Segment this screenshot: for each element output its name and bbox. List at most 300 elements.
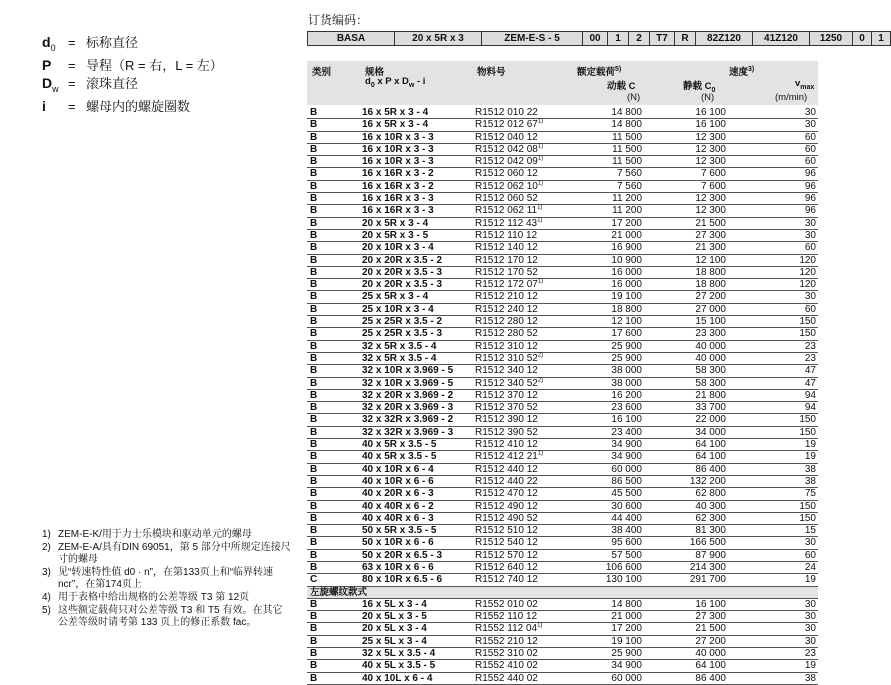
order-code-segment: 1 <box>872 32 891 46</box>
cell-spec: 40 x 40R x 6 - 2 <box>362 500 434 512</box>
cell-type: B <box>310 512 318 524</box>
cell-type: B <box>310 205 318 217</box>
cell-dynamic-load: 23 600 <box>611 402 642 414</box>
cell-speed: 60 <box>804 156 816 168</box>
legend-symbol: $D_w$ <box>42 74 59 94</box>
cell-static-load: 34 000 <box>695 426 726 438</box>
cell-footnote-ref: 1) <box>537 143 544 150</box>
symbol-legend <box>42 34 223 116</box>
cell-material: R1512 440 22 <box>475 475 538 487</box>
header-speed: 速度$^{3)}$ <box>729 65 755 78</box>
cell-spec: 25 x 5L x 3 - 4 <box>362 635 427 647</box>
legend-desc: 滚珠直径 <box>86 75 139 91</box>
cell-static-load: 12 300 <box>695 205 726 217</box>
cell-spec: 25 x 5R x 3 - 4 <box>362 291 429 303</box>
legend-symbol-sub: w <box>52 83 59 94</box>
cell-spec: 50 x 20R x 6.5 - 3 <box>362 549 443 561</box>
cell-material: R1512 470 12 <box>475 488 538 500</box>
cell-dynamic-load: 60 000 <box>611 463 642 475</box>
cell-dynamic-load: 17 200 <box>611 217 642 229</box>
cell-material: R1512 370 12 <box>475 389 538 401</box>
cell-speed: 150 <box>799 316 816 328</box>
cell-speed: 120 <box>799 279 816 291</box>
table-row <box>307 660 818 672</box>
legend-equals: = <box>68 99 76 115</box>
cell-type: B <box>310 598 318 610</box>
table-row <box>307 513 818 525</box>
cell-material: R1512 012 67$^{1)}$ <box>475 118 544 131</box>
cell-speed: 150 <box>799 512 816 524</box>
legend-desc: 螺母内的螺旋圈数 <box>86 99 191 115</box>
order-code-segment: 20 x 5R x 3 <box>395 32 482 46</box>
cell-speed: 30 <box>804 537 816 549</box>
footnotes <box>42 529 292 630</box>
cell-dynamic-load: 95 600 <box>611 537 642 549</box>
cell-spec: 16 x 16R x 3 - 2 <box>362 168 434 180</box>
table-row <box>307 218 818 230</box>
cell-spec: 50 x 10R x 6 - 6 <box>362 537 434 549</box>
table-row <box>307 648 818 660</box>
table-row <box>307 181 818 193</box>
cell-spec: 40 x 40R x 6 - 3 <box>362 512 434 524</box>
cell-type: B <box>310 279 318 291</box>
cell-spec: 32 x 32R x 3.969 - 3 <box>362 426 454 438</box>
header-static: 静载 $C_0$ <box>683 81 716 94</box>
cell-spec: 20 x 5R x 3 - 4 <box>362 217 429 229</box>
cell-spec: 16 x 5R x 3 - 4 <box>362 119 429 131</box>
cell-static-load: 86 400 <box>695 463 726 475</box>
cell-speed: 38 <box>804 463 816 475</box>
cell-spec: 40 x 20R x 6 - 3 <box>362 488 434 500</box>
cell-speed: 60 <box>804 242 816 254</box>
table-row <box>307 365 818 377</box>
cell-dynamic-load: 10 900 <box>611 254 642 266</box>
table-row <box>307 328 818 340</box>
cell-dynamic-load: 34 900 <box>611 660 642 672</box>
header-spec: 规格 <box>365 67 385 78</box>
order-code-segment: T7 <box>650 32 675 46</box>
table-row <box>307 132 818 144</box>
cell-dynamic-load: 44 400 <box>611 512 642 524</box>
cell-speed: 60 <box>804 131 816 143</box>
cell-spec: 20 x 5L x 3 - 4 <box>362 623 427 635</box>
legend-symbol: i <box>42 98 46 115</box>
cell-speed: 150 <box>799 414 816 426</box>
cell-type: B <box>310 672 318 684</box>
cell-material: R1512 412 21$^{1)}$ <box>475 450 544 463</box>
cell-static-load: 12 100 <box>695 254 726 266</box>
cell-static-load: 21 800 <box>695 389 726 401</box>
cell-dynamic-load: 21 000 <box>611 611 642 623</box>
cell-speed: 47 <box>804 365 816 377</box>
cell-speed: 19 <box>804 574 816 586</box>
legend-equals: = <box>68 35 76 50</box>
table-row <box>307 230 818 242</box>
cell-static-load: 18 800 <box>695 266 726 278</box>
order-code-segment: 1250 <box>810 32 853 46</box>
cell-material: R1512 060 12 <box>475 168 538 180</box>
cell-material: R1512 340 12 <box>475 365 538 377</box>
cell-static-load: 21 500 <box>695 217 726 229</box>
cell-type: B <box>310 402 318 414</box>
legend-symbol: $d_0$ <box>42 34 56 53</box>
cell-footnote-ref: 2) <box>537 352 544 359</box>
legend-equals: = <box>68 75 76 91</box>
table-row <box>307 537 818 549</box>
cell-spec: 40 x 10R x 6 - 4 <box>362 463 434 475</box>
cell-static-load: 22 000 <box>695 414 726 426</box>
cell-speed: 60 <box>804 549 816 561</box>
cell-material: R1512 170 12 <box>475 254 538 266</box>
cell-type: B <box>310 463 318 475</box>
left-thread-body <box>307 599 818 685</box>
cell-material: R1512 310 52$^{2)}$ <box>475 352 544 364</box>
cell-material: R1512 112 43$^{1)}$ <box>475 217 543 229</box>
cell-speed: 60 <box>804 303 816 315</box>
cell-type: B <box>310 193 318 205</box>
cell-material: R1512 410 12 <box>475 439 538 451</box>
cell-speed: 120 <box>799 254 816 266</box>
cell-spec: 25 x 25R x 3.5 - 3 <box>362 328 443 340</box>
cell-material: R1552 440 02 <box>475 672 538 684</box>
table-row <box>307 267 818 279</box>
cell-static-load: 7 600 <box>700 168 726 180</box>
order-code-title: 订货编码： <box>308 13 369 27</box>
cell-speed: 30 <box>804 635 816 647</box>
cell-type: B <box>310 439 318 451</box>
footnote-number: 4) <box>42 591 51 603</box>
footnote <box>42 592 292 605</box>
legend-symbol-sub: 0 <box>50 42 56 53</box>
cell-material: R1552 110 12 <box>475 611 538 623</box>
footnote-number: 1) <box>42 529 51 540</box>
cell-speed: 94 <box>804 402 816 414</box>
cell-dynamic-load: 16 000 <box>611 279 642 291</box>
cell-spec: 80 x 10R x 6.5 - 6 <box>362 574 443 586</box>
cell-type: B <box>310 352 318 364</box>
header-type: 类别 <box>312 67 332 78</box>
cell-material: R1512 510 12 <box>475 525 538 537</box>
cell-material: R1512 042 08$^{1)}$ <box>475 143 544 155</box>
cell-dynamic-load: 11 200 <box>612 193 642 205</box>
cell-type: B <box>310 303 318 315</box>
table-row <box>307 353 818 365</box>
cell-dynamic-load: 60 000 <box>611 672 642 684</box>
cell-material: R1512 240 12 <box>475 303 538 315</box>
cell-type: B <box>310 561 318 573</box>
cell-static-load: 40 000 <box>695 340 726 352</box>
table-row <box>307 451 818 463</box>
order-code-segment: 00 <box>583 32 608 46</box>
cell-type: B <box>310 316 318 328</box>
cell-speed: 150 <box>799 328 816 340</box>
order-code-segment: ZEM-E-S - 5 <box>482 32 583 46</box>
cell-static-load: 21 300 <box>695 242 726 254</box>
cell-dynamic-load: 17 600 <box>611 328 642 340</box>
cell-material: R1552 010 02 <box>475 598 538 610</box>
cell-type: B <box>310 635 318 647</box>
cell-static-load: 27 200 <box>695 291 726 303</box>
table-row <box>307 488 818 500</box>
cell-footnote-ref: 1) <box>537 278 544 285</box>
cell-spec: 20 x 5R x 3 - 5 <box>362 229 429 241</box>
cell-spec: 25 x 25R x 3.5 - 2 <box>362 316 443 328</box>
cell-material: R1512 340 52$^{2)}$ <box>475 377 544 389</box>
footnote-text: 见“转速特性值 d0 · n”，在第133页上和“临界转速 ncr”，在第174页上 <box>58 566 274 591</box>
cell-spec: 16 x 5L x 3 - 4 <box>362 598 427 610</box>
table-row <box>307 341 818 353</box>
table-row <box>307 193 818 205</box>
cell-type: B <box>310 328 318 340</box>
table-row <box>307 304 818 316</box>
cell-material: R1512 490 52 <box>475 512 538 524</box>
cell-static-load: 27 200 <box>695 635 726 647</box>
cell-material: R1512 280 12 <box>475 316 538 328</box>
cell-speed: 96 <box>804 205 816 217</box>
cell-type: B <box>310 266 318 278</box>
cell-speed: 30 <box>804 598 816 610</box>
cell-spec: 16 x 10R x 3 - 3 <box>362 156 434 168</box>
cell-speed: 23 <box>804 340 816 352</box>
cell-spec: 40 x 10R x 6 - 6 <box>362 475 434 487</box>
cell-type: B <box>310 500 318 512</box>
cell-speed: 30 <box>804 217 816 229</box>
order-code-segment: 0 <box>853 32 872 46</box>
cell-type: B <box>310 254 318 266</box>
cell-spec: 32 x 5R x 3.5 - 4 <box>362 340 437 352</box>
table-row <box>307 205 818 217</box>
cell-static-load: 27 300 <box>695 611 726 623</box>
cell-footnote-ref: 1) <box>537 623 543 630</box>
cell-spec: 25 x 10R x 3 - 4 <box>362 303 434 315</box>
cell-type: B <box>310 168 318 180</box>
table-row <box>307 119 818 131</box>
cell-dynamic-load: 12 100 <box>611 316 642 328</box>
footnote <box>42 567 292 592</box>
cell-speed: 38 <box>804 475 816 487</box>
table-row <box>307 623 818 635</box>
cell-material: R1512 140 12 <box>475 242 538 254</box>
cell-dynamic-load: 19 100 <box>611 291 642 303</box>
legend-symbol: P <box>42 57 52 74</box>
cell-static-load: 27 000 <box>695 303 726 315</box>
cell-material: R1512 640 12 <box>475 561 538 573</box>
cell-dynamic-load: 45 500 <box>611 488 642 500</box>
cell-type: B <box>310 660 318 672</box>
cell-static-load: 16 100 <box>695 107 726 118</box>
cell-type: B <box>310 119 318 131</box>
table-row <box>307 156 818 168</box>
cell-spec: 20 x 10R x 3 - 4 <box>362 242 434 254</box>
cell-static-load: 40 000 <box>695 352 726 364</box>
cell-spec: 16 x 10R x 3 - 3 <box>362 143 434 155</box>
legend-item <box>42 98 223 116</box>
cell-speed: 19 <box>804 439 816 451</box>
header-dynamic: 动载 C <box>607 81 636 92</box>
table-row <box>307 144 818 156</box>
table-row <box>307 611 818 623</box>
cell-speed: 150 <box>799 426 816 438</box>
cell-speed: 30 <box>804 291 816 303</box>
cell-dynamic-load: 18 800 <box>611 303 642 315</box>
footnote <box>42 605 292 630</box>
cell-spec: 40 x 5R x 3.5 - 5 <box>362 439 437 451</box>
legend-desc: 标称直径 <box>86 35 139 50</box>
order-code-segment: 1 <box>608 32 629 46</box>
cell-dynamic-load: 11 500 <box>612 143 642 155</box>
cell-speed: 15 <box>804 525 816 537</box>
cell-material: R1512 210 12 <box>475 291 538 303</box>
footnote-text: ZEM-E-K/用于力士乐模块和驱动单元的螺母 <box>58 529 252 540</box>
cell-material: R1512 170 52 <box>475 266 538 278</box>
cell-material: R1512 390 12 <box>475 414 538 426</box>
header-spec-formula: $d_0$ x P x $D_w$ - i <box>365 76 426 89</box>
cell-speed: 96 <box>804 193 816 205</box>
cell-speed: 120 <box>799 266 816 278</box>
table-row <box>307 476 818 488</box>
legend-item <box>42 75 223 98</box>
cell-dynamic-load: 25 900 <box>611 648 642 660</box>
cell-type: B <box>310 229 318 241</box>
cell-dynamic-load: 16 200 <box>611 389 642 401</box>
cell-static-load: 23 300 <box>695 328 726 340</box>
table-row <box>307 673 818 685</box>
table-row <box>307 464 818 476</box>
cell-material: R1512 740 12 <box>475 574 538 586</box>
cell-spec: 32 x 32R x 3.969 - 2 <box>362 414 454 426</box>
cell-dynamic-load: 19 100 <box>611 635 642 647</box>
footnote-text: 用于表格中给出规格的公差等级 T3 第 12页 <box>58 591 250 603</box>
legend-desc: 导程（R = 右，L = 左） <box>86 58 223 74</box>
cell-material: R1512 062 10$^{1)}$ <box>475 180 544 192</box>
cell-type: B <box>310 143 318 155</box>
table-row <box>307 279 818 291</box>
table-row <box>307 402 818 414</box>
order-code-segment: 41Z120 <box>753 32 810 46</box>
cell-material: R1552 210 12 <box>475 635 538 647</box>
cell-spec: 32 x 5L x 3.5 - 4 <box>362 648 436 660</box>
cell-footnote-ref: 1) <box>537 217 543 224</box>
cell-dynamic-load: 34 900 <box>611 451 642 463</box>
cell-static-load: 214 300 <box>689 561 726 573</box>
cell-material: R1512 310 12 <box>475 340 538 352</box>
order-code-segment: 2 <box>629 32 650 46</box>
cell-speed: 75 <box>804 488 816 500</box>
cell-dynamic-load: 11 200 <box>612 205 642 217</box>
cell-type: B <box>310 180 318 192</box>
cell-footnote-ref: 1) <box>537 450 544 457</box>
cell-dynamic-load: 106 600 <box>605 561 642 573</box>
cell-speed: 60 <box>804 143 816 155</box>
cell-speed: 38 <box>804 672 816 684</box>
cell-footnote-ref: 1) <box>537 118 544 125</box>
header-unit-speed: (m/min) <box>775 92 808 103</box>
order-code-segment: BASA <box>308 32 395 46</box>
cell-type: B <box>310 549 318 561</box>
order-code-segment: 82Z120 <box>696 32 753 46</box>
cell-type: B <box>310 611 318 623</box>
cell-material: R1512 040 12 <box>475 131 538 143</box>
cell-material: R1552 112 04$^{1)}$ <box>475 623 543 635</box>
table-row <box>307 636 818 648</box>
cell-static-load: 64 100 <box>695 660 726 672</box>
table-body <box>307 107 818 587</box>
table-row <box>307 378 818 390</box>
cell-dynamic-load: 23 400 <box>611 426 642 438</box>
cell-speed: 30 <box>804 623 816 635</box>
cell-speed: 96 <box>804 180 816 192</box>
cell-spec: 16 x 16R x 3 - 3 <box>362 193 434 205</box>
cell-dynamic-load: 11 500 <box>612 131 642 143</box>
cell-material: R1512 440 12 <box>475 463 538 475</box>
cell-static-load: 64 100 <box>695 439 726 451</box>
header-unit-static: (N) <box>701 92 715 103</box>
legend-item <box>42 57 223 75</box>
table-row <box>307 242 818 254</box>
cell-static-load: 291 700 <box>689 574 726 586</box>
cell-speed: 30 <box>804 229 816 241</box>
footnote-text: ZEM-E-A/具有DIN 69051，第 5 部分中所规定连接尺寸的螺母 <box>58 541 291 566</box>
table-row <box>307 107 818 119</box>
table-row <box>307 390 818 402</box>
cell-dynamic-load: 34 900 <box>611 439 642 451</box>
cell-dynamic-load: 130 100 <box>605 574 642 586</box>
cell-material: R1512 172 07$^{1)}$ <box>475 278 544 291</box>
table-row <box>307 525 818 537</box>
cell-spec: 50 x 5R x 3.5 - 5 <box>362 525 437 537</box>
cell-type: B <box>310 389 318 401</box>
table-row <box>307 550 818 562</box>
cell-speed: 23 <box>804 648 816 660</box>
cell-dynamic-load: 14 800 <box>611 107 642 118</box>
footnote-number: 5) <box>42 604 51 616</box>
cell-dynamic-load: 21 000 <box>611 229 642 241</box>
table-row <box>307 562 818 574</box>
cell-type: B <box>310 156 318 168</box>
cell-speed: 94 <box>804 389 816 401</box>
cell-speed: 24 <box>804 561 816 573</box>
cell-type: B <box>310 365 318 377</box>
cell-material: R1512 570 12 <box>475 549 538 561</box>
cell-type: B <box>310 242 318 254</box>
cell-spec: 32 x 5R x 3.5 - 4 <box>362 352 437 364</box>
cell-static-load: 12 300 <box>695 143 726 155</box>
footnote <box>42 542 292 567</box>
product-table <box>307 61 818 685</box>
cell-material: R1512 062 11$^{1)}$ <box>475 205 543 217</box>
cell-spec: 63 x 10R x 6 - 6 <box>362 561 434 573</box>
table-row <box>307 574 818 586</box>
cell-speed: 150 <box>799 500 816 512</box>
cell-type: B <box>310 623 318 635</box>
cell-dynamic-load: 86 500 <box>611 475 642 487</box>
order-code-segment: R <box>675 32 696 46</box>
cell-type: B <box>310 451 318 463</box>
cell-spec: 20 x 20R x 3.5 - 3 <box>362 266 443 278</box>
cell-spec: 16 x 5R x 3 - 4 <box>362 107 429 118</box>
cell-dynamic-load: 14 800 <box>611 119 642 131</box>
cell-static-load: 86 400 <box>695 672 726 684</box>
footnote-text: 这些额定载荷只对公差等级 T3 和 T5 有效。在其它公差等级时请考第 133 页上的修正系数 fac。 <box>58 604 283 629</box>
cell-material: R1552 410 02 <box>475 660 538 672</box>
cell-dynamic-load: 11 500 <box>612 156 642 168</box>
cell-type: B <box>310 488 318 500</box>
cell-dynamic-load: 38 000 <box>611 365 642 377</box>
cell-spec: 20 x 5L x 3 - 5 <box>362 611 427 623</box>
table-row <box>307 501 818 513</box>
cell-spec: 40 x 10L x 6 - 4 <box>362 672 433 684</box>
cell-static-load: 12 300 <box>695 193 726 205</box>
